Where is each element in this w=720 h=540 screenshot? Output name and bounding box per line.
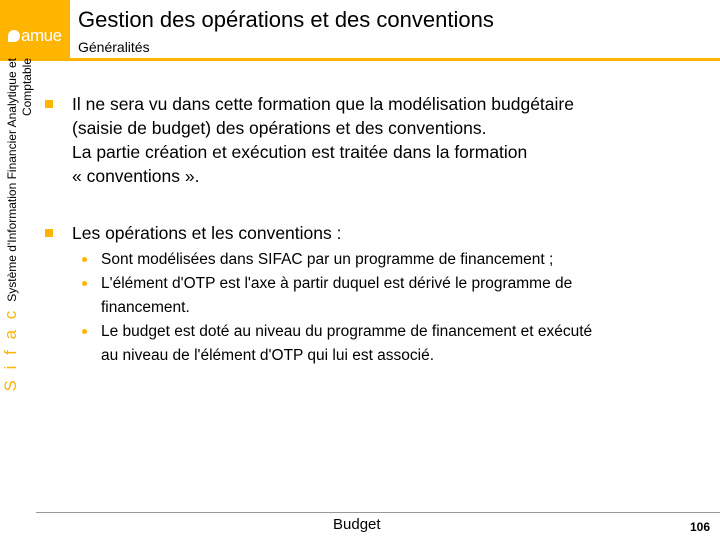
sidebar-vertical-label [0,58,46,478]
amue-logo [0,0,70,60]
sub-item-3-line-2: au niveau de l'élément d'OTP qui lui est associé. [101,346,435,364]
page-title: Gestion des opérations et des conventions [78,7,494,32]
bullet-2-line-1: Les opérations et les conventions : [72,223,342,243]
sub-item-1-line-1: Sont modélisées dans SIFAC par un programme de financement ; [101,251,554,268]
sub-item-2-line-2: financement. [101,298,190,316]
page-number: 106 [690,520,711,534]
sidebar-brand: S i f a c [1,307,20,392]
header-divider [0,58,720,61]
bullet-1-line-1: Il ne sera vu dans cette formation que la modélisation budgétaire [72,94,574,114]
footer-divider [36,512,720,513]
bullet-1-line-3: La partie création et exécution est traitée dans la formation [72,142,528,162]
sub-item-2-line-1: L'élément d'OTP est l'axe à partir duquel est dérivé le programme de [101,275,573,292]
sidebar-line-1-text: Système d'Information Financier Analytique et [5,58,19,302]
logo-mark-icon [8,30,20,42]
square-bullet-icon [45,100,53,108]
sub-item-3-text [101,320,592,367]
square-bullet-icon [45,229,53,237]
bullet-1-line-2: (saisie de budget) des opérations et des conventions. [72,118,487,138]
round-bullet-icon [82,257,87,262]
page-subtitle: Généralités [78,39,150,55]
round-bullet-icon [82,329,87,334]
sidebar-line-2: Comptable [20,58,34,117]
bullet-text-1 [72,92,574,188]
bullet-1-line-4: « conventions ». [72,166,200,186]
logo-text: amue [21,26,62,45]
sub-item-2-text [101,272,572,319]
sidebar-text [2,58,34,391]
round-bullet-icon [82,281,87,286]
sub-item-3-line-1: Le budget est doté au niveau du programme de financement et exécuté [101,323,593,340]
footer-title: Budget [333,516,381,533]
sidebar-line-1 [2,58,20,391]
